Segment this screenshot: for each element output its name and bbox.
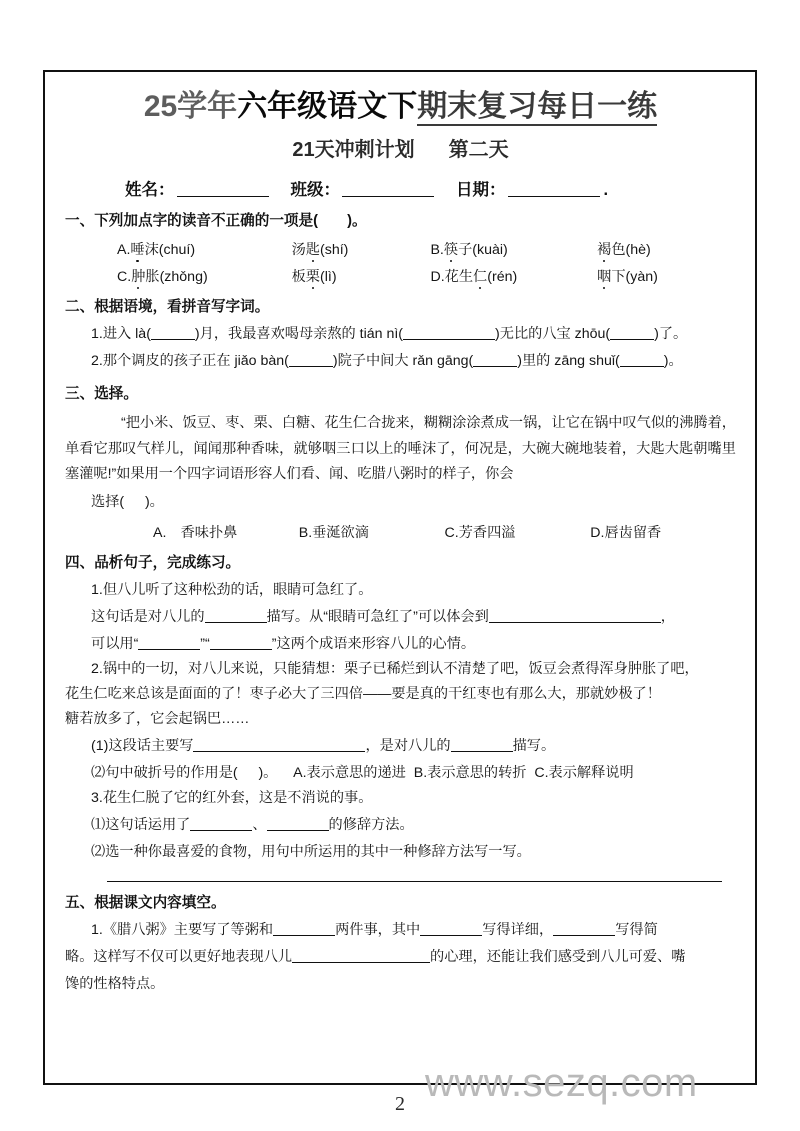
pinyin-blank[interactable] [151,326,195,340]
section-2-question-2 [65,350,736,373]
s4-q3-s1-a: ⑴这句话运用了 [91,817,191,833]
s4-q1-f: ”这两个成语来形容八儿的心情。 [271,636,476,652]
date-suffix: . [603,180,609,199]
s4-q2-opt-b[interactable]: B.表示意思的转折 [413,765,527,781]
answer-blank[interactable] [210,636,272,650]
section-1-options-row-2 [65,266,736,286]
s4-q3-s1-c: 的修辞方法。 [328,817,414,833]
section-5-q1-line3: 馋的性格特点。 [65,975,165,992]
s4-q2-opt-a[interactable]: A.表示意思的递进 [293,765,406,781]
pinyin-blank[interactable] [403,326,495,340]
section-4-q2-sub2 [65,762,736,785]
s2-q2-part-a: 2.那个调皮的孩子正在 jiǎo bàn( [91,353,289,370]
dotted-char: 咽 [597,266,611,286]
dotted-char: 仁 [473,266,487,286]
section-4-q2-line2: 花生仁吃来总该是面面的了！枣子必大了三四倍——要是真的干红枣也有那么大，那就妙极了！ [65,686,661,702]
watermark: www.sezq.com [425,1061,698,1105]
choice-a[interactable]: A. 香味扑鼻 [153,525,238,542]
section-3-heading: 三、选择。 [65,386,138,403]
answer-blank[interactable] [267,817,329,831]
option-a-1-prefix: A. [117,242,131,259]
subtitle-plan: 21天冲刺计划 [292,138,415,161]
dotted-char: 筷 [444,239,458,259]
option-c-2-rest: (lì) [320,269,337,286]
section-4-q1-line1 [65,606,736,629]
s2-q1-part-d: )了。 [654,326,688,343]
answer-blank[interactable] [193,738,365,752]
option-b-1-rest: 子(kuài) [458,242,508,259]
s2-q2-part-d: )。 [663,353,683,370]
option-b-1[interactable] [430,239,597,259]
s4-q2-s1-a: (1)这段话主要写 [91,738,194,754]
page-number: 2 [395,1093,405,1115]
s4-q1-c: ， [660,609,675,625]
s2-q1-part-c: )无比的八宝 zhōu( [495,326,611,343]
choice-b[interactable]: B.垂涎欲滴 [298,525,369,542]
s3-prompt-post: )。 [144,494,164,511]
class-label: 班级： [290,180,340,199]
s2-q2-part-b: )院子中间大 rǎn gāng( [332,353,474,370]
pinyin-blank[interactable] [610,326,654,340]
s5-q1-b: 两件事，其中 [335,921,421,938]
section-4-q2-sub1 [65,735,736,758]
section-4-q2-line3: 糖若放多了，它会起锅巴…… [65,711,250,727]
section-4-q3-sub2: ⑵选一种你最喜爱的食物，用句中所运用的其中一种修辞方法写一写。 [91,844,531,860]
option-b-2-rest: 色(hè) [611,242,651,259]
s5-q1-e: 略。这样写不仅可以更好地表现八儿 [65,948,293,965]
pinyin-blank[interactable] [473,353,517,367]
section-4-q3-sub1 [65,814,736,837]
answer-blank[interactable] [273,922,335,936]
name-input[interactable] [177,181,269,197]
answer-blank[interactable] [138,636,200,650]
dotted-char: 唾 [130,239,144,259]
section-4-q2-line1: 2.锅中的一切，对八儿来说，只能猜想：栗子已稀烂到认不清楚了吧，饭豆会煮得浑身肿胀了吧， [91,661,699,677]
s4-q2-s1-c: 描写。 [512,738,556,754]
option-c-2-pre: 板 [291,269,306,286]
answer-blank[interactable] [489,609,661,623]
section-1-options-row-1 [65,239,736,259]
s4-q1-a: 这句话是对八儿的 [91,609,205,625]
pinyin-blank[interactable] [289,353,333,367]
option-b-2[interactable] [597,239,736,259]
answer-blank[interactable] [205,609,267,623]
s2-q2-part-c: )里的 zāng shuǐ( [517,353,620,370]
section-4-q1-line2 [65,633,736,656]
choice-c[interactable]: C.芳香四溢 [444,525,516,542]
answer-blank[interactable] [451,738,513,752]
option-d-2-rest: 下(yàn) [611,269,658,286]
s4-q1-d: 可以用“ [91,636,139,652]
subtitle-day: 第二天 [448,138,509,161]
class-input[interactable] [342,181,434,197]
section-5-heading: 五、根据课文内容填空。 [65,895,226,911]
option-c-1-rest: 胀(zhǒng) [145,269,208,286]
s5-q1-a: 1.《腊八粥》主要写了等粥和 [91,921,274,938]
s4-q1-e: ”“ [200,636,210,652]
student-info-row [65,176,736,200]
title-year: 25学年 [143,90,238,123]
s4-q2-s2-b: )。 [258,765,278,781]
s4-q3-s1-b: 、 [252,817,267,833]
s5-q1-f: 的心理，还能让我们感受到八儿可爱、嘴 [430,948,686,965]
option-d-1-prefix: D. [430,269,445,286]
page-title [65,90,736,124]
date-label: 日期： [456,180,506,199]
title-grade-subject: 六年级语文下 [237,90,418,123]
section-5-q1-line1 [65,919,736,942]
option-c-1[interactable] [117,266,292,286]
option-d-1-rest: (rén) [487,269,518,286]
option-a-1-rest: 沫(chuí) [144,242,196,259]
subtitle [65,133,736,162]
section-1-heading: 一、下列加点字的读音不正确的一项是( )。 [65,212,367,229]
section-3-choices [65,522,736,542]
option-d-1-mid: 花生 [444,269,474,286]
passage-text: “把小米、饭豆、枣、栗、白糖、花生仁合拢来，糊糊涂涂煮成一锅，让它在锅中叹气似的沸腾着，单看它那叹气样儿，闻闻那种香味，就够咽三口以上的唾沫了，何况是，大碗大碗地装着，大匙大匙朝嘴里塞灌呢!”如果用一个四字词语形容人们看、闻、吃腊八粥时的样子，你会 [65,415,736,482]
section-5-q1-line2 [65,946,736,969]
pinyin-blank[interactable] [620,353,664,367]
s4-q2-s1-b: ，是对八儿的 [365,738,451,754]
section-3-passage [65,411,736,487]
s5-q1-d: 写得简 [615,921,658,938]
s2-q1-part-a: 1.进入 là( [91,326,151,343]
s4-q1-b: 描写。从“眼睛可急红了”可以体会到 [266,609,489,625]
s5-q1-c: 写得详细， [482,921,554,938]
free-response-line[interactable] [107,880,722,882]
section-2-question-1 [65,323,736,346]
option-d-2[interactable] [597,266,736,286]
s4-q2-s2-a: ⑵句中破折号的作用是( [91,765,238,781]
dotted-char: 匙 [306,239,320,259]
date-input[interactable] [508,181,600,197]
worksheet-content [55,78,750,996]
title-review-plan: 期末复习每日一练 [417,90,657,126]
s3-prompt-pre: 选择( [91,494,125,511]
answer-blank[interactable] [292,949,430,963]
dotted-char: 褐 [597,239,611,259]
section-3-prompt [65,491,736,514]
option-a-2-rest: (shí) [320,242,349,259]
answer-blank[interactable] [190,817,252,831]
dotted-char: 栗 [306,266,320,286]
name-label: 姓名： [125,180,175,199]
section-2-heading: 二、根据语境，看拼音写字词。 [65,299,270,316]
section-4-q1-sentence: 1.但八儿听了这种松劲的话，眼睛可急红了。 [91,582,373,598]
answer-blank[interactable] [420,922,482,936]
section-4-heading: 四、品析句子，完成练习。 [65,555,241,572]
choice-d[interactable]: D.唇齿留香 [590,525,662,542]
option-d-1[interactable] [430,266,597,286]
option-b-1-prefix: B. [430,242,444,259]
option-c-2[interactable] [292,266,431,286]
option-a-2[interactable] [292,239,431,259]
section-4-q3-sentence: 3.花生仁脱了它的红外套，这是不消说的事。 [91,790,373,806]
option-c-1-prefix: C. [117,269,132,286]
s2-q1-part-b: )月，我最喜欢喝母亲熬的 tián nì( [194,326,404,343]
dotted-char: 肿 [131,266,145,286]
answer-blank[interactable] [553,922,615,936]
s4-q2-opt-c[interactable]: C.表示解释说明 [534,765,634,781]
option-a-1[interactable] [117,239,292,259]
option-a-2-pre: 汤 [291,242,306,259]
